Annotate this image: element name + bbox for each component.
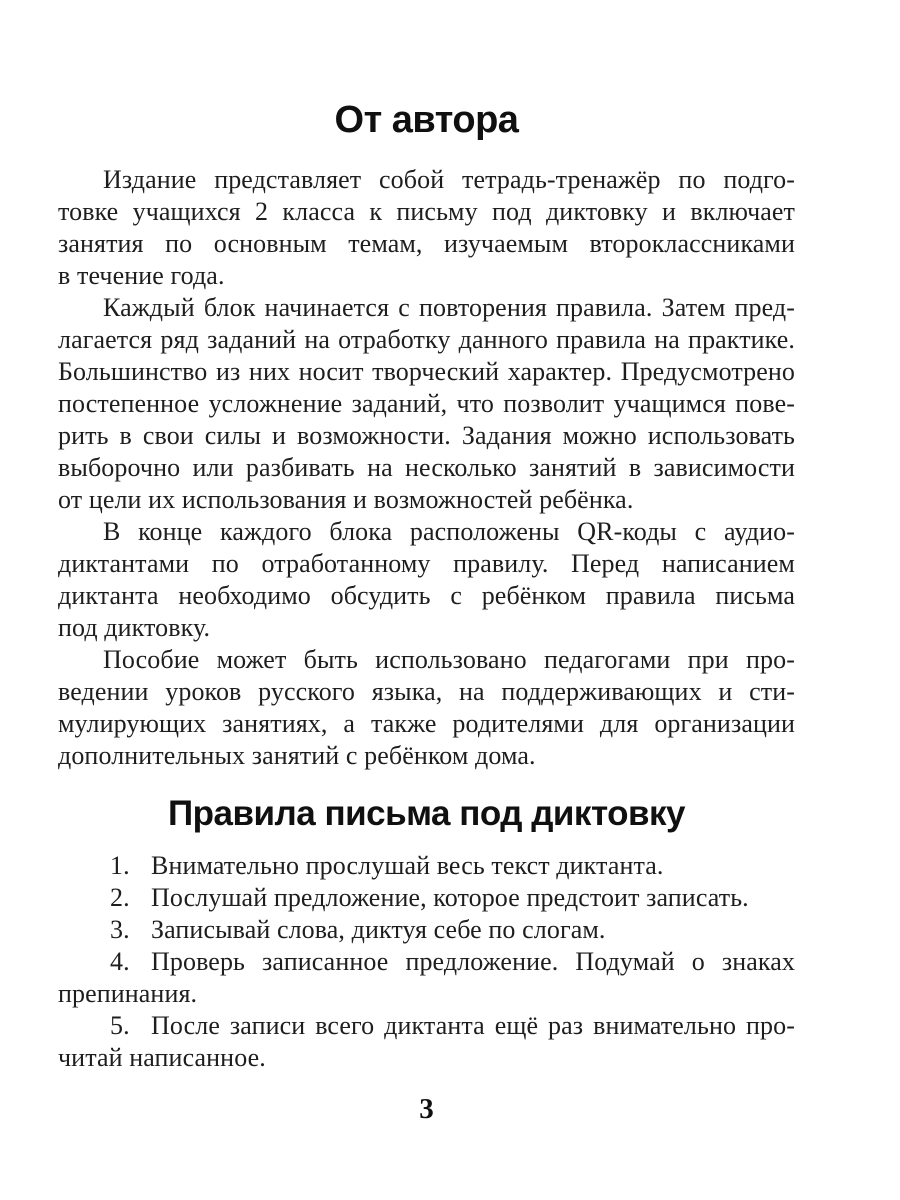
text-line: рить в свои силы и возможности. Задания можно использовать [58, 421, 795, 450]
text-line [58, 850, 795, 882]
rules-list [58, 850, 795, 1074]
paragraph [58, 292, 795, 516]
text-line [58, 882, 795, 914]
rule-item [58, 850, 795, 882]
text-line [58, 1010, 795, 1042]
rule-item [58, 882, 795, 914]
text-line: В конце каждого блока расположены QR-коды с аудио- [103, 517, 795, 546]
intro-section [58, 164, 795, 772]
text-line: мулирующих занятиях, а также родителями для организации [58, 709, 795, 738]
rule-text: Проверь записанное предложение. Подумай о знаках [151, 947, 795, 976]
text-line: Большинство из них носит творческий характер. Предусмотрено [58, 357, 795, 386]
paragraph [58, 164, 795, 292]
page-number: 3 [419, 1093, 434, 1125]
rule-number: 5. [110, 1011, 130, 1040]
rule-item [58, 1010, 795, 1074]
page-title: От автора [334, 99, 519, 141]
text-line: Пособие может быть использовано педагогами при про- [103, 645, 795, 674]
text-line: диктантами по отработанному правилу. Перед написанием [58, 549, 795, 578]
rule-text: Записывай слова, диктуя себе по слогам. [151, 915, 606, 944]
text-line: Каждый блок начинается с повторения правила. Затем пред- [103, 293, 795, 322]
text-line: постепенное усложнение заданий, что позволит учащимся пове- [58, 389, 795, 418]
text-line: Издание представляет собой тетрадь-тренажёр по подго- [103, 165, 795, 194]
text-line: товке учащихся 2 класса к письму под диктовку и включает [58, 197, 795, 226]
rules-heading: Правила письма под диктовку [167, 794, 686, 833]
rule-number: 2. [110, 883, 130, 912]
rule-number: 3. [110, 915, 130, 944]
rule-text: Внимательно прослушай весь текст диктанта. [151, 851, 664, 880]
text-line: занятия по основным темам, изучаемым второклассниками [58, 229, 795, 258]
text-line [58, 946, 795, 978]
text-line: диктанта необходимо обсудить с ребёнком правила письма [58, 581, 795, 610]
rule-text: Послушай предложение, которое предстоит записать. [151, 883, 749, 912]
rule-item [58, 946, 795, 1010]
text-line: препинания. [58, 979, 198, 1008]
text-line [58, 914, 795, 946]
rule-number: 1. [110, 851, 130, 880]
text-line: читай написанное. [58, 1043, 266, 1072]
paragraph [58, 644, 795, 772]
text-line: выборочно или разбивать на несколько занятий в зависимости [58, 453, 795, 482]
paragraph [58, 516, 795, 644]
text-line: ведении уроков русского языка, на поддерживающих и сти- [58, 677, 795, 706]
rule-item [58, 914, 795, 946]
text-line: дополнительных занятий с ребёнком дома. [58, 741, 536, 770]
rule-text: После записи всего диктанта ещё раз внимательно про- [151, 1011, 795, 1040]
document-page [58, 0, 795, 1126]
rule-number: 4. [110, 947, 130, 976]
text-line: под диктовку. [58, 613, 211, 642]
text-line: от цели их использования и возможностей ребёнка. [58, 485, 634, 514]
text-line: лагается ряд заданий на отработку данного правила на практике. [58, 325, 795, 354]
text-line: в течение года. [58, 261, 225, 290]
